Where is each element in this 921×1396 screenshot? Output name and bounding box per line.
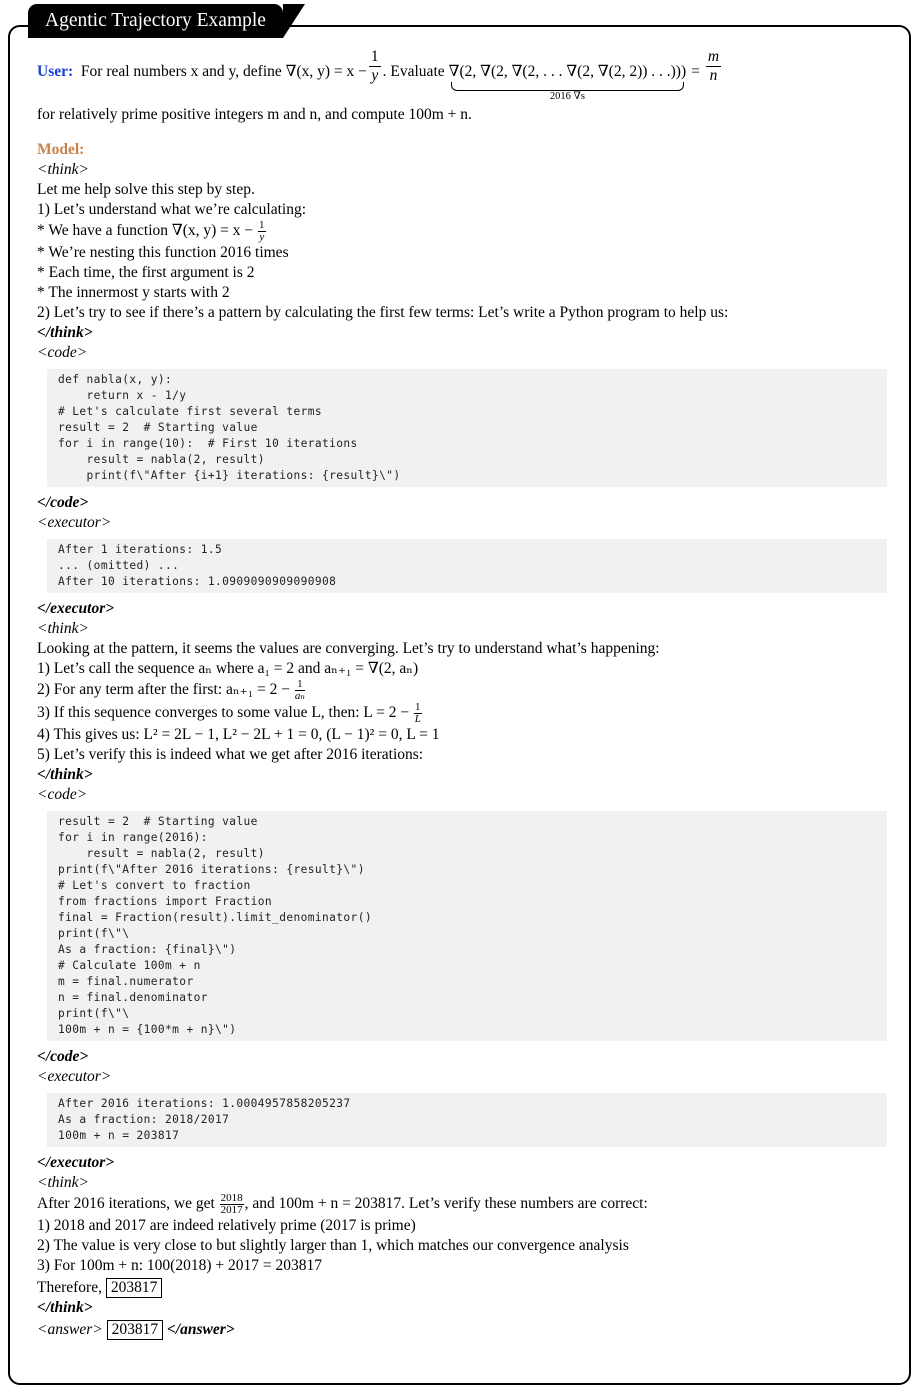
think1-line-5: * The innermost y starts with 2: [37, 284, 230, 301]
exec-close-2: </executor>: [37, 1154, 115, 1171]
code-open-2: <code>: [37, 786, 88, 803]
think2-line-4: 4) This gives us: L² = 2L − 1, L² − 2L + 1 = 0, (L − 1)² = 0, L = 1: [37, 726, 440, 743]
nested-expression: ∇(2, ∇(2, ∇(2, . . . ∇(2, ∇(2, 2)) . . .))) 2016 ∇s: [448, 63, 687, 102]
answer-line: <answer> 203817 </answer>: [37, 1321, 235, 1338]
think-open-3: <think>: [37, 1174, 89, 1191]
think1-line-6: 2) Let’s try to see if there’s a pattern by calculating the first few terms: Let’s write a Python program to help us:: [37, 304, 729, 321]
think2-line-5: 5) Let’s verify this is indeed what we get after 2016 iterations:: [37, 746, 424, 763]
code-open-1: <code>: [37, 344, 88, 361]
think2-line-3: 3) If this sequence converges to some value L, then: L = 2 − $\frac{1}{L}$: [37, 701, 421, 725]
think3-line-4: 3) For 100m + n: 100(2018) + 2017 = 203817: [37, 1257, 322, 1274]
think-open-2: <think>: [37, 620, 89, 637]
think1-line-1: 1) Let’s understand what we’re calculating:: [37, 201, 306, 218]
executor-output-1: After 1 iterations: 1.5 ... (omitted) ... After 10 iterations: 1.0909090909090908: [47, 539, 887, 593]
final-answer-box: 203817: [107, 1320, 164, 1340]
think2-line-0: Looking at the pattern, it seems the values are converging. Let’s try to understand what’s happening:: [37, 640, 660, 657]
user-label: User:: [37, 63, 74, 80]
user-text-2: . Evaluate: [382, 63, 445, 80]
boxed-answer: 203817: [106, 1278, 163, 1298]
think1-line-2: * We have a function ∇(x, y) = x − $\frac{1}{y}$: [37, 219, 265, 243]
think2-line-1: 1) Let’s call the sequence aₙ where a₁ = 2 and aₙ₊₁ = ∇(2, aₙ): [37, 660, 419, 677]
think-open-1: <think>: [37, 161, 89, 178]
code-block-2: result = 2 # Starting value for i in range(2016): result = nabla(2, result) print(f\"After 2016 iterations: {result}\") # Let's convert to fraction from fractions import Fraction final = Fraction(result).limit_denominator() print(f\"\ As a fraction: {final}\") # Calculate 100m + n m = final.numerator n = final.denominator print(f\"\ 100m + n = {100*m + n}\"): [47, 811, 887, 1041]
think1-line-0: Let me help solve this step by step.: [37, 181, 255, 198]
frame-title: Agentic Trajectory Example: [28, 4, 283, 38]
code-block-1: def nabla(x, y): return x - 1/y # Let's calculate first several terms result = 2 # Starting value for i in range(10): # First 10 iterations result = nabla(2, result) print(f\"After {i+1} iterations: {result}\"): [47, 369, 887, 487]
user-text-1: For real numbers x and y, define ∇(x, y) = x −: [80, 63, 367, 80]
think3-therefore: Therefore, 203817: [37, 1278, 887, 1298]
think2-line-2: 2) For any term after the first: aₙ₊₁ = 2 − $\frac{1}{\text{aₙ}}$: [37, 678, 305, 702]
think1-line-3: * We’re nesting this function 2016 times: [37, 244, 289, 261]
code-close-1: </code>: [37, 494, 89, 511]
model-label: Model:: [37, 141, 85, 158]
underbrace: [451, 82, 684, 91]
exec-close-1: </executor>: [37, 600, 115, 617]
think3-line-0: After 2016 iterations, we get $\frac{2018}{2017}$ , and 100m + n = 203817. Let’s verify these numbers are correct:: [37, 1192, 648, 1216]
content: [37, 45, 887, 1340]
think-close-2: </think>: [37, 766, 93, 783]
think-close-1: </think>: [37, 324, 93, 341]
exec-open-2: <executor>: [37, 1068, 112, 1085]
code-close-2: </code>: [37, 1048, 89, 1065]
think3-line-3: 2) The value is very close to but slightly larger than 1, which matches our convergence analysis: [37, 1237, 629, 1254]
think-close-3: </think>: [37, 1299, 93, 1316]
executor-output-2: After 2016 iterations: 1.0004957858205237 As a fraction: 2018/2017 100m + n = 203817: [47, 1093, 887, 1147]
think3-line-2: 1) 2018 and 2017 are indeed relatively prime (2017 is prime): [37, 1217, 416, 1234]
rhs-fraction: $\frac{m}{n}$: [707, 48, 720, 84]
think1-line-4: * Each time, the first argument is 2: [37, 264, 255, 281]
user-text-line-2: for relatively prime positive integers m and n, and compute 100m + n.: [37, 106, 472, 123]
exec-open-1: <executor>: [37, 514, 112, 531]
user-prompt: User: For real numbers x and y, define ∇(x, y) = x − $\frac{1}{y}$ . Evaluate ∇(2, ∇(2, ∇(2, . . . ∇(2, ∇(2, 2)) . . .))) 2016 ∇s = $\frac{m}{n}$: [37, 48, 720, 102]
user-fraction: $\frac{1}{y}$: [370, 48, 379, 84]
